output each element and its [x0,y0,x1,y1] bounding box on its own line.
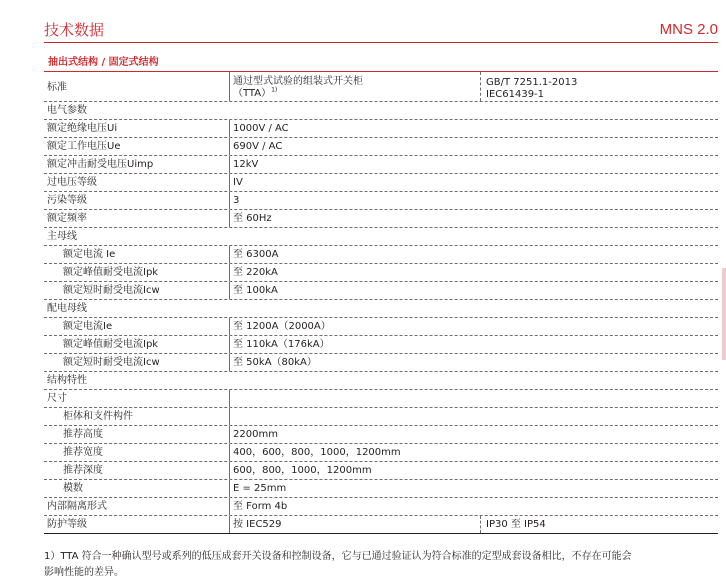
row-value: 12kV [233,159,259,170]
table-row [44,210,718,228]
table-row [44,138,718,156]
table-row [44,174,718,192]
footnote [44,549,724,581]
row-label: 标准 [47,82,67,93]
table-row-separation [44,498,718,516]
row-label: 过电压等级 [47,177,97,188]
spec-table [44,72,718,534]
group-row-structure [44,372,718,390]
standard-gb: GB/T 7251.1-2013 [486,77,578,88]
protection-range: IP30 至 IP54 [486,519,546,530]
row-label: 额定峰值耐受电流Ipk [63,267,159,278]
row-label: 额定短时耐受电流Icw [63,357,160,368]
row-value: 3 [233,195,240,206]
row-label: 模数 [63,483,83,494]
group-row-size [44,390,718,408]
table-row [44,246,718,264]
row-value: 按 IEC529 [233,519,282,530]
row-value: 1000V / AC [233,123,289,134]
group-label: 电气参数 [47,105,87,116]
table-row [44,354,718,372]
group-label: 配电母线 [47,303,87,314]
table-row-protection [44,516,718,534]
row-value: 600，800，1000，1200mm [233,465,372,476]
product-brand: MNS 2.0 [659,21,718,38]
footnote-ref: 1) [271,86,278,94]
page-header [44,19,718,41]
row-value: 至 60Hz [233,213,272,224]
row-value: 至 110kA（176kA） [233,339,330,350]
standard-value-line1: 通过型式试验的组装式开关柜 [233,76,363,87]
row-label: 内部隔离形式 [47,501,107,512]
row-label: 额定绝缘电压Ui [47,123,118,134]
table-row [44,318,718,336]
group-label: 主母线 [47,231,77,242]
table-row [44,444,718,462]
group-row-frame [44,408,718,426]
row-value: IV [233,177,243,188]
row-label: 推荐高度 [63,429,103,440]
table-row [44,192,718,210]
row-label: 防护等级 [47,519,87,530]
row-value: E = 25mm [233,483,287,494]
row-value: 400，600，800，1000，1200mm [233,447,401,458]
row-value: 至 220kA [233,267,278,278]
group-label: 柜体和支件构件 [63,411,133,422]
standard-iec: IEC61439-1 [486,89,545,100]
page-title: 技术数据 [44,21,105,39]
footnote-line1: 1）TTA 符合一种确认型号或系列的低压成套开关设备和控制设备，它与已通过验证认为符合标准的定型成套设备相比，不存在可能会 [44,551,632,562]
row-label: 推荐深度 [63,465,103,476]
row-value: 至 100kA [233,285,278,296]
group-row-dist-busbar [44,300,718,318]
row-value: 至 1200A（2000A） [233,321,331,332]
table-row [44,282,718,300]
row-value: 至 Form 4b [233,501,288,512]
row-value: 至 6300A [233,249,279,260]
group-row-electrical [44,102,718,120]
table-row [44,426,718,444]
section-title: 抽出式结构 / 固定式结构 [48,57,159,68]
table-row [44,156,718,174]
row-label: 污染等级 [47,195,87,206]
row-label: 推荐宽度 [63,447,103,458]
table-row [44,120,718,138]
row-label: 额定电流 Ie [63,249,116,260]
table-row [44,336,718,354]
table-row [44,264,718,282]
row-label: 额定峰值耐受电流Ipk [63,339,159,350]
row-value: 2200mm [233,429,278,440]
group-label: 尺寸 [47,393,67,404]
table-row [44,462,718,480]
standard-value-line2: （TTA）$^{1)}$ [233,86,278,99]
row-label: 额定冲击耐受电压Uimp [47,159,154,170]
footnote-line2: 影响性能的差异。 [44,567,124,578]
row-label: 额定短时耐受电流Icw [63,285,160,296]
header-divider [44,42,718,43]
page-edge-tab [722,268,726,360]
row-value: 至 50kA（80kA） [233,357,317,368]
row-value: 690V / AC [233,141,283,152]
group-row-main-busbar [44,228,718,246]
group-label: 结构特性 [47,375,87,386]
table-row-standard [44,72,718,102]
row-label: 额定频率 [47,213,87,224]
row-label: 额定工作电压Ue [47,141,121,152]
row-label: 额定电流Ie [63,321,113,332]
table-row [44,480,718,498]
